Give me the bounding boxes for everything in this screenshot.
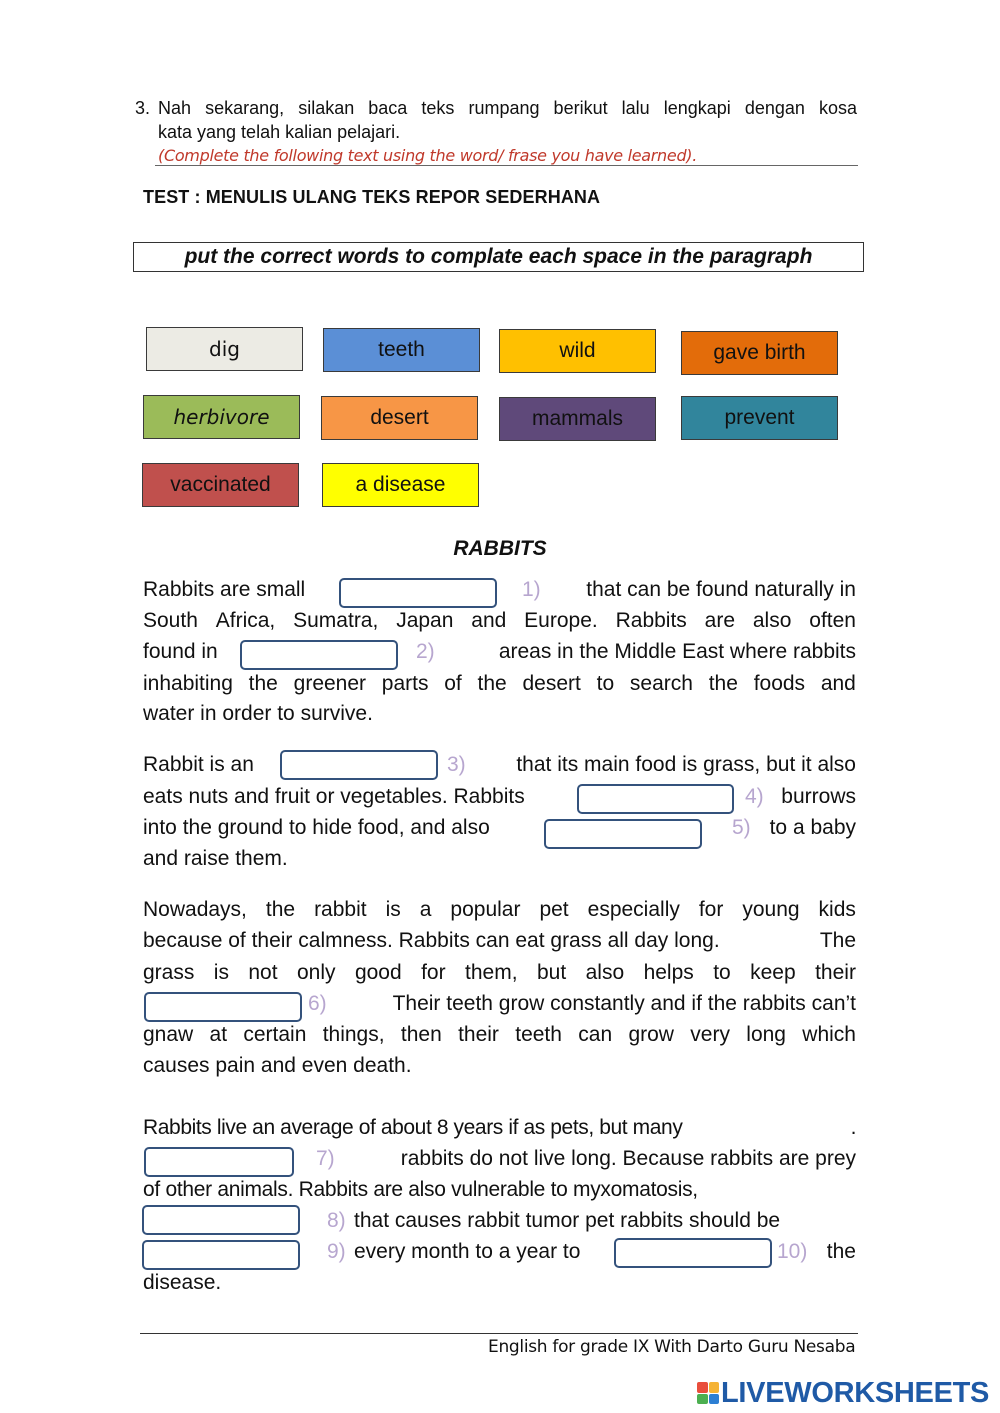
p3-line-1	[143, 898, 856, 922]
word: not	[248, 961, 278, 984]
word: Japan	[396, 609, 454, 632]
word: helps	[643, 961, 694, 984]
word: long	[746, 1023, 786, 1046]
word: and	[820, 672, 856, 695]
instruction-line-1: Nah sekarang, silakan baca teks rumpang berikut lalu lengkapi dengan kosa	[158, 98, 857, 118]
p3-line-6: causes pain and even death.	[143, 1054, 412, 1077]
word: can	[578, 1023, 613, 1046]
blank-8[interactable]	[142, 1205, 300, 1235]
footer-credit: English for grade IX With Darto Guru Nesaba	[488, 1337, 856, 1357]
blank-4[interactable]	[577, 784, 734, 814]
word: good	[354, 961, 402, 984]
p4-line-6: disease.	[143, 1271, 222, 1294]
blank-8-number: 8)	[327, 1209, 346, 1232]
word: grass	[143, 961, 195, 984]
liveworksheets-mark-icon	[697, 1382, 719, 1404]
article-title: RABBITS	[453, 537, 547, 560]
p1-line-3: found in 2) areas in the Middle East where rabbits	[143, 640, 856, 664]
blank-6[interactable]	[144, 992, 302, 1022]
word-chip-vaccinated[interactable]: vaccinated	[142, 463, 299, 507]
p2-line-4: and raise them.	[143, 847, 288, 870]
word: then	[400, 1023, 442, 1046]
word: them,	[465, 961, 518, 984]
word: very	[690, 1023, 730, 1046]
divider-top	[155, 165, 858, 166]
p1-line-1: Rabbits are small 1) that can be found naturally in	[143, 578, 856, 602]
word: the	[477, 672, 507, 695]
word-chip-mammals[interactable]: mammals	[499, 397, 656, 441]
blank-9-number: 9)	[327, 1240, 346, 1263]
word: is	[385, 898, 401, 921]
blank-10[interactable]	[614, 1238, 772, 1268]
p1-line-5: water in order to survive.	[143, 702, 373, 725]
blank-4-number: 4)	[745, 785, 764, 808]
word: the	[265, 898, 296, 921]
blank-5[interactable]	[544, 819, 702, 849]
word: the	[248, 672, 278, 695]
p1-line-4	[143, 672, 856, 696]
word-chip-prevent[interactable]: prevent	[681, 396, 838, 440]
blank-5-number: 5)	[732, 816, 751, 839]
blank-6-number: 6)	[308, 992, 327, 1015]
instruction-line-2: kata yang telah kalian pelajari.	[158, 122, 401, 142]
word: desert	[522, 672, 581, 695]
divider-bottom	[140, 1333, 858, 1334]
instruction-number: 3.	[135, 98, 151, 118]
word: which	[802, 1023, 856, 1046]
word: of	[444, 672, 462, 695]
word-chip-gave-birth[interactable]: gave birth	[681, 331, 838, 375]
word: is	[213, 961, 229, 984]
blank-7-number: 7)	[316, 1147, 335, 1170]
blank-10-number: 10)	[777, 1240, 808, 1263]
word: gnaw	[143, 1023, 194, 1046]
instruction-english: (Complete the following text using the word/ frase you have learned).	[158, 146, 698, 165]
word: a	[419, 898, 432, 921]
word: their	[458, 1023, 499, 1046]
word: South	[143, 609, 198, 632]
p2-line-1: Rabbit is an 3) that its main food is grass, but it also	[143, 753, 856, 777]
p4-line-1: Rabbits live an average of about 8 years if as pets, but many .	[143, 1116, 856, 1139]
word: rabbit	[314, 898, 367, 921]
blank-7[interactable]	[144, 1147, 294, 1177]
p4-line-3: of other animals. Rabbits are also vulnerable to myxomatosis,	[143, 1178, 698, 1201]
word: for	[698, 898, 724, 921]
blank-1[interactable]	[339, 578, 497, 608]
liveworksheets-wordmark: LIVEWORKSHEETS	[721, 1376, 990, 1409]
word: for	[421, 961, 446, 984]
word-chip-wild[interactable]: wild	[499, 329, 656, 373]
word: pet	[539, 898, 569, 921]
word: kids	[818, 898, 856, 921]
word: foods	[753, 672, 806, 695]
word: also	[585, 961, 625, 984]
p3-line-5	[143, 1023, 856, 1047]
blank-1-number: 1)	[522, 578, 541, 601]
word: teeth	[515, 1023, 562, 1046]
word: only	[297, 961, 336, 984]
word: their	[815, 961, 856, 984]
p3-line-3	[143, 961, 856, 985]
blank-3[interactable]	[280, 750, 438, 780]
p2-line-3: into the ground to hide food, and also 5) to a baby	[143, 816, 856, 840]
p2-line-2: eats nuts and fruit or vegetables. Rabbits 4) burrows	[143, 785, 856, 809]
word: at	[209, 1023, 228, 1046]
word: parts	[381, 672, 429, 695]
word: often	[809, 609, 856, 632]
word: Sumatra,	[293, 609, 379, 632]
word-chip-teeth[interactable]: teeth	[323, 328, 480, 372]
blank-9[interactable]	[142, 1240, 300, 1270]
word: young	[742, 898, 800, 921]
blank-2[interactable]	[240, 640, 398, 670]
word: are	[704, 609, 736, 632]
blank-3-number: 3)	[447, 753, 466, 776]
p1-line-2	[143, 609, 856, 633]
word: Europe.	[524, 609, 598, 632]
task-instruction-box: put the correct words to complate each space in the paragraph	[133, 242, 864, 272]
word: but	[536, 961, 567, 984]
p3-line-2: because of their calmness. Rabbits can eat grass all day long. The	[143, 929, 856, 952]
word: Africa,	[215, 609, 276, 632]
word: and	[471, 609, 507, 632]
word-chip-a-disease[interactable]: a disease	[322, 463, 479, 507]
word-chip-desert[interactable]: desert	[321, 396, 478, 440]
word: search	[629, 672, 693, 695]
word: also	[752, 609, 792, 632]
word: certain	[243, 1023, 307, 1046]
word: Nowadays,	[143, 898, 247, 921]
word: keep	[750, 961, 796, 984]
word-chip-dig[interactable]: dig	[146, 327, 303, 371]
word: greener	[293, 672, 367, 695]
word: grow	[628, 1023, 674, 1046]
instruction	[135, 96, 857, 168]
word: especially	[587, 898, 680, 921]
word: things,	[322, 1023, 385, 1046]
blank-2-number: 2)	[416, 640, 435, 663]
liveworksheets-logo	[697, 1375, 989, 1411]
word: Rabbits	[615, 609, 687, 632]
word: to	[713, 961, 731, 984]
test-title: TEST : MENULIS ULANG TEKS REPOR SEDERHANA	[143, 187, 601, 207]
word: the	[708, 672, 738, 695]
word-chip-herbivore[interactable]: herbivore	[143, 395, 300, 439]
word: popular	[450, 898, 521, 921]
word: to	[596, 672, 615, 695]
word: inhabiting	[143, 672, 233, 695]
